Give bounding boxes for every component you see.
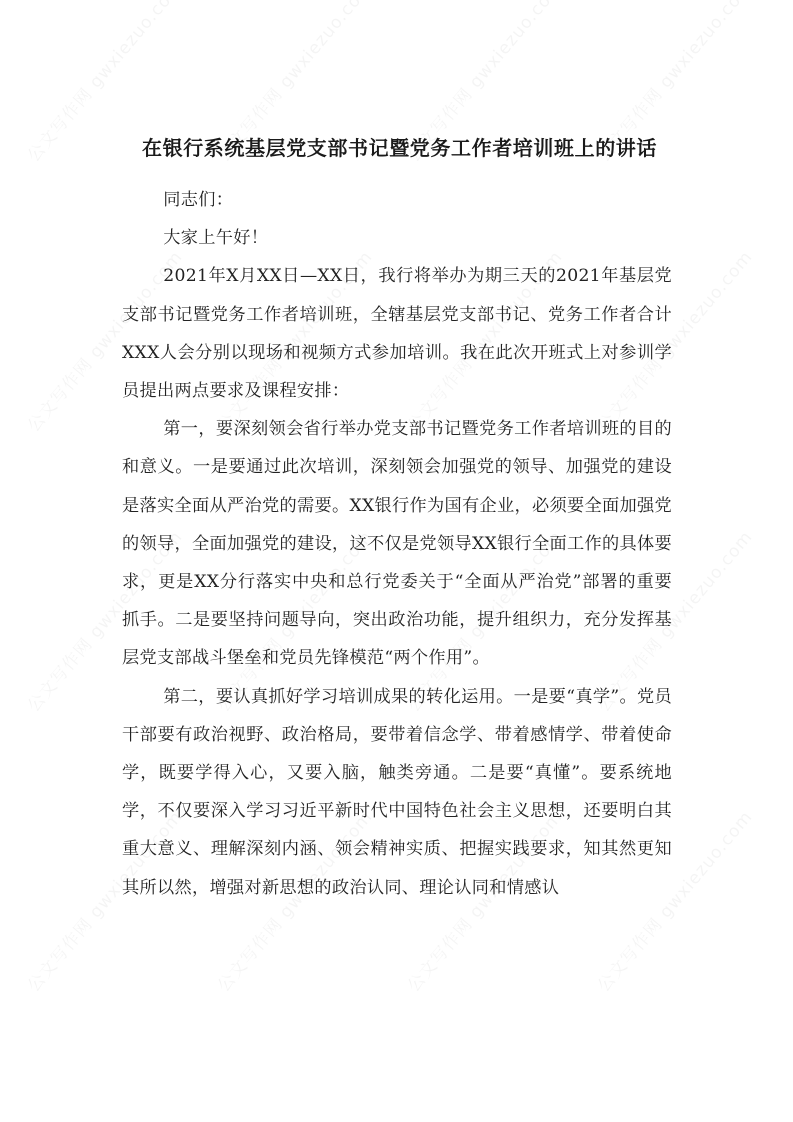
salutation: 同志们： xyxy=(163,190,234,210)
document-title: 在银行系统基层党支部书记暨党务工作者培训班上的讲话 xyxy=(142,136,657,160)
body-paragraph: 第二，要认真抓好学习培训成果的转化运用。一是要“真学”。党员干部要有政治视野、政治格局，要带着信念学、带着感情学、带着使命学，既要学得入心，又要入脑，触类旁通。二是要“真懂”。要系统地学，不仅要深入学习习近平新时代中国特色社会主义思想，还要明白其重大意义、理解深刻内涵、领会精神实质、把握实践要求，知其然更知其所以然，增强对新思想的政治认同、理论认同和情感认 xyxy=(122,686,672,898)
body-paragraph: 第一，要深刻领会省行举办党支部书记暨党务工作者培训班的目的和意义。一是要通过此次培训，深刻领会加强党的领导、加强党的建设是落实全面从严治党的需要。XX银行作为国有企业，必须要全面加强党的领导，全面加强党的建设，这不仅是党领导XX银行全面工作的具体要求，更是XX分行落实中央和总行党委关于“全面从严治党”部署的重要抓手。二是要坚持问题导向，突出政治功能，提升组织力，充分发挥基层党支部战斗堡垒和党员先锋模范“两个作用”。 xyxy=(122,419,672,669)
document-body xyxy=(122,128,672,907)
body-paragraph: 2021年X月XX日—XX日，我行将举办为期三天的2021年基层党支部书记暨党务工作者培训班，全辖基层党支部书记、党务工作者合计XXX人会分别以现场和视频方式参加培训。我在此次开班式上对参训学员提出两点要求及课程安排： xyxy=(122,266,672,402)
greeting-line: 大家上午好！ xyxy=(163,228,269,249)
